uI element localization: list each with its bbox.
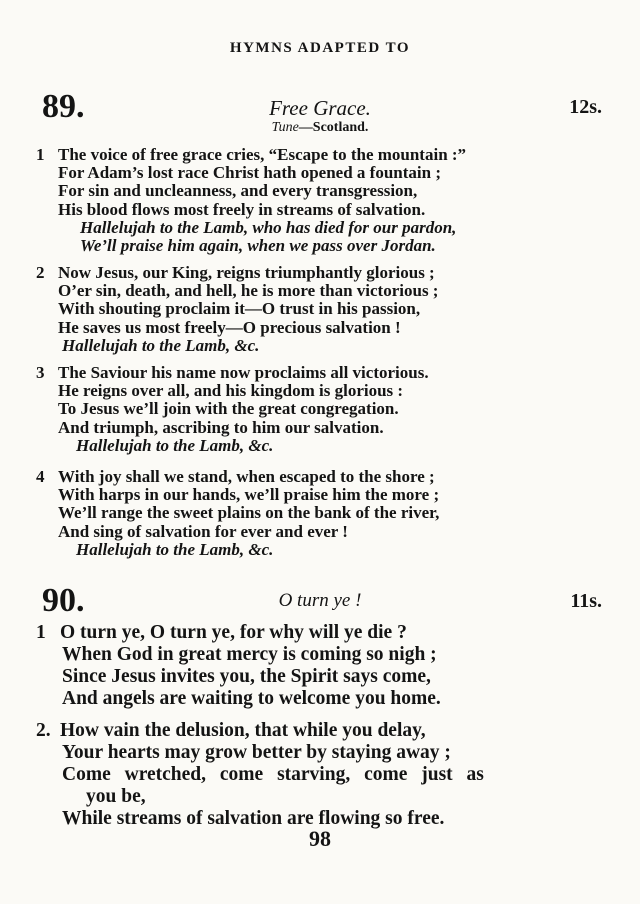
verse-text: The voice of free grace cries, “Escape to the mountain :” <box>58 145 467 164</box>
verse-line <box>36 666 620 688</box>
verse-text: For sin and uncleanness, and every transgression, <box>58 181 418 201</box>
hymn-number: 90. <box>42 582 85 619</box>
verse-line <box>36 364 620 382</box>
verse-line <box>36 201 620 219</box>
refrain-text: We’ll praise him again, when we pass over Jordan. <box>80 235 436 255</box>
hymn-meter: 12s. <box>569 96 602 118</box>
verse-text: And triumph, ascribing to him our salvation. <box>58 417 384 437</box>
page-number: 98 <box>309 826 331 851</box>
verse-text: His blood flows most freely in streams of salvation. <box>58 199 426 219</box>
verse-number: 2. <box>36 720 51 741</box>
verse-text: We’ll range the sweet plains on the bank of the river, <box>58 503 440 523</box>
verse-number: 2 <box>36 263 45 282</box>
verse-text: To Jesus we’ll join with the great congregation. <box>58 399 399 419</box>
verse-line <box>36 764 620 786</box>
refrain-text: Hallelujah to the Lamb, &c. <box>62 335 260 355</box>
hymn-90-header <box>0 582 640 622</box>
verse-line <box>36 523 620 541</box>
verse-line <box>36 182 620 200</box>
hymn-89-verse-4 <box>36 468 620 559</box>
verse-line <box>36 164 620 182</box>
refrain-line <box>36 337 620 355</box>
hymn-89-verse-1 <box>36 146 620 255</box>
verse-line <box>36 720 620 742</box>
verse-text: Come wretched, come starving, come just as <box>62 764 484 785</box>
verse-line <box>36 319 620 337</box>
verse-text: And sing of salvation for ever and ever ! <box>58 521 348 541</box>
verse-text: you be, <box>86 786 146 807</box>
verse-text: Your hearts may grow better by staying away ; <box>62 742 451 763</box>
verse-text: For Adam’s lost race Christ hath opened a fountain ; <box>58 163 441 183</box>
refrain-text: Hallelujah to the Lamb, &c. <box>76 435 274 455</box>
refrain-text: Hallelujah to the Lamb, &c. <box>76 539 274 559</box>
verse-line <box>36 264 620 282</box>
verse-line <box>36 382 620 400</box>
verse-text: When God in great mercy is coming so nigh ; <box>62 644 437 665</box>
verse-line <box>36 468 620 486</box>
verse-text: With joy shall we stand, when escaped to the shore ; <box>58 467 435 486</box>
verse-line <box>36 504 620 522</box>
verse-text: Now Jesus, our King, reigns triumphantly glorious ; <box>58 263 435 282</box>
verse-number: 1 <box>36 145 45 164</box>
verse-line <box>36 486 620 504</box>
verse-text: O’er sin, death, and hell, he is more than victorious ; <box>58 281 439 301</box>
hymn-meter: 11s. <box>570 590 602 612</box>
verse-line <box>36 400 620 418</box>
hymn-89-verse-3 <box>36 364 620 455</box>
verse-line <box>36 282 620 300</box>
verse-text: He reigns over all, and his kingdom is glorious : <box>58 381 404 401</box>
hymn-title: Free Grace. <box>269 96 371 120</box>
verse-text: How vain the delusion, that while you delay, <box>60 720 426 741</box>
verse-number: 4 <box>36 467 45 486</box>
hymn-title: O turn ye ! <box>278 590 362 611</box>
hymn-89-verse-2 <box>36 264 620 355</box>
refrain-line <box>36 219 620 237</box>
verse-line <box>36 622 620 644</box>
verse-line <box>36 786 620 808</box>
verse-text: And angels are waiting to welcome you home. <box>62 688 441 709</box>
verse-line <box>36 419 620 437</box>
hymn-90-verse-2 <box>36 720 620 830</box>
verse-line <box>36 644 620 666</box>
refrain-line <box>36 541 620 559</box>
refrain-line <box>36 237 620 255</box>
verse-text: O turn ye, O turn ye, for why will ye die ? <box>60 622 407 643</box>
verse-number: 3 <box>36 363 45 382</box>
verse-number: 1 <box>36 622 46 643</box>
refrain-line <box>36 437 620 455</box>
hymn-90-verse-1 <box>36 622 620 710</box>
hymn-number: 89. <box>42 88 85 125</box>
verse-text: The Saviour his name now proclaims all victorious. <box>58 363 429 382</box>
verse-line <box>36 146 620 164</box>
running-head: HYMNS ADAPTED TO <box>229 40 411 56</box>
tune-line <box>0 120 640 136</box>
verse-line <box>36 300 620 318</box>
verse-text: He saves us most freely—O precious salvation ! <box>58 317 401 337</box>
verse-text: While streams of salvation are flowing so free. <box>62 808 445 829</box>
refrain-text: Hallelujah to the Lamb, who has died for our pardon, <box>80 217 457 237</box>
verse-text: Since Jesus invites you, the Spirit says come, <box>62 666 431 687</box>
verse-text: With harps in our hands, we’ll praise him the more ; <box>58 485 440 505</box>
verse-text: With shouting proclaim it—O trust in his passion, <box>58 299 421 319</box>
verse-line <box>36 742 620 764</box>
tune-label: Tune <box>271 120 299 135</box>
verse-line <box>36 688 620 710</box>
tune-name: —Scotland. <box>298 120 369 135</box>
